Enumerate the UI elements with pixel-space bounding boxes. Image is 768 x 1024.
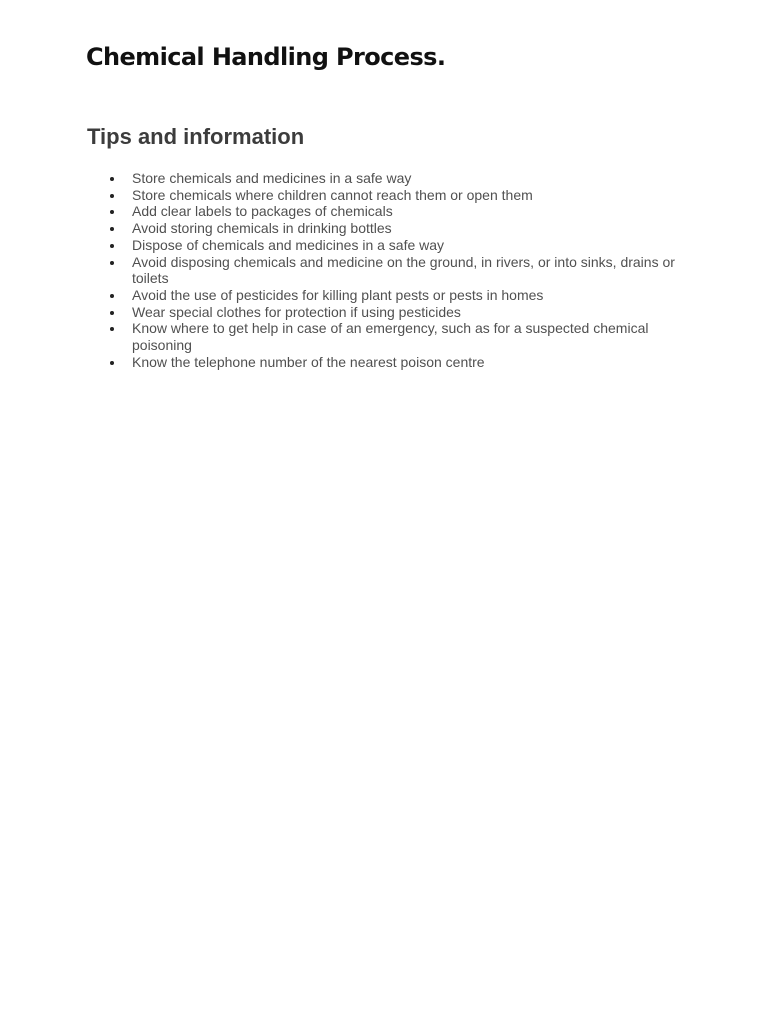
list-item-text: Avoid disposing chemicals and medicine on the ground, in rivers, or into sinks, drains or toilets <box>132 253 675 287</box>
bullet-icon <box>110 311 114 315</box>
bullet-icon <box>110 177 114 181</box>
list-item <box>107 170 707 187</box>
list-item <box>107 203 707 220</box>
bullet-icon <box>110 194 114 198</box>
list-item <box>107 287 707 304</box>
list-item <box>107 237 707 254</box>
bullet-icon <box>110 327 114 331</box>
tips-list <box>107 170 707 370</box>
document-title: Chemical Handling Process. <box>86 43 446 71</box>
list-item-text: Wear special clothes for protection if using pesticides <box>132 303 461 320</box>
list-item <box>107 220 707 237</box>
list-item-text: Avoid the use of pesticides for killing plant pests or pests in homes <box>132 286 544 303</box>
bullet-icon <box>110 244 114 248</box>
bullet-icon <box>110 210 114 214</box>
list-item-text: Store chemicals where children cannot reach them or open them <box>132 186 533 203</box>
list-item <box>107 187 707 204</box>
list-item <box>107 320 707 353</box>
list-item <box>107 254 707 287</box>
bullet-icon <box>110 361 114 365</box>
bullet-icon <box>110 227 114 231</box>
bullet-icon <box>110 294 114 298</box>
list-item-text: Avoid storing chemicals in drinking bottles <box>132 220 392 237</box>
list-item <box>107 304 707 321</box>
list-item-text: Know where to get help in case of an emergency, such as for a suspected chemical poisoning <box>132 320 649 354</box>
bullet-icon <box>110 261 114 265</box>
section-heading: Tips and information <box>87 124 305 149</box>
list-item-text: Know the telephone number of the nearest poison centre <box>132 353 485 370</box>
list-item-text: Dispose of chemicals and medicines in a safe way <box>132 236 445 253</box>
list-item <box>107 354 707 371</box>
list-item-text: Add clear labels to packages of chemicals <box>132 203 393 220</box>
list-item-text: Store chemicals and medicines in a safe way <box>132 170 412 186</box>
